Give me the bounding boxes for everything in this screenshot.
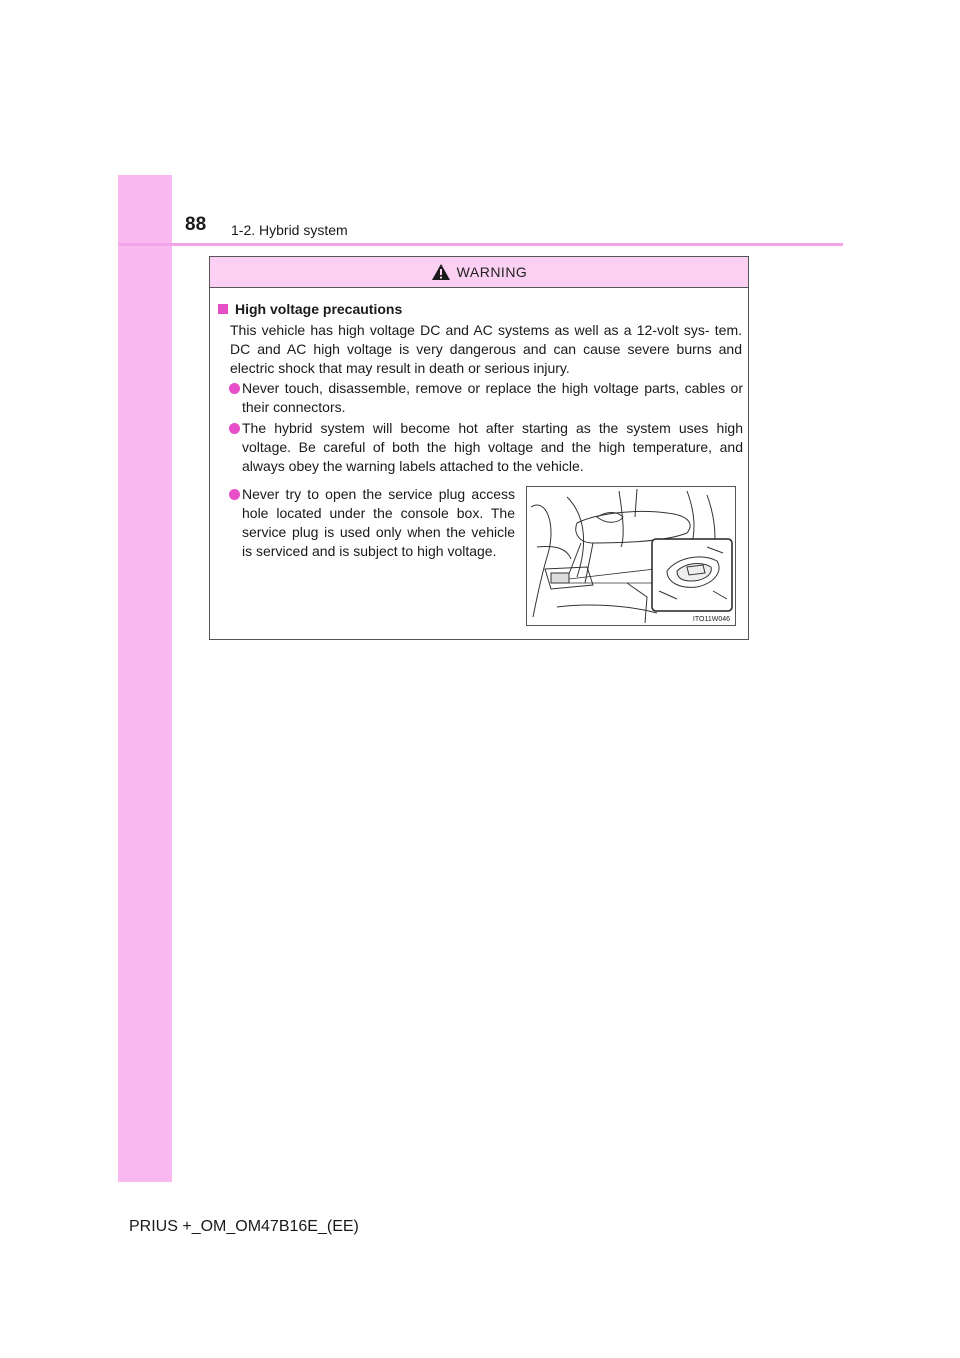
bullet-text: Never try to open the service plug access hole located under the console box. The service plug is used only when the vehicle is serviced and is subject to high voltage. — [242, 486, 515, 559]
section-title: 1-2. Hybrid system — [231, 222, 348, 238]
side-tab-strip — [118, 175, 172, 1182]
bullet-text: The hybrid system will become hot after starting as the system uses high voltage. Be careful of both the high voltage and the high temperature, and always obey the warning labels attached to the vehicle. — [242, 420, 743, 474]
warning-box — [209, 256, 749, 640]
warning-header — [210, 257, 748, 288]
page-number: 88 — [185, 214, 207, 235]
dot-bullet-icon — [229, 489, 240, 500]
service-plug-illustration — [526, 486, 736, 626]
dot-bullet-icon — [229, 423, 240, 434]
bullet-item — [229, 485, 515, 561]
header-divider — [118, 243, 843, 246]
intro-paragraph: This vehicle has high voltage DC and AC systems as well as a 12-volt sys- tem. DC and AC high voltage is very dangerous and can cause severe burns and electric shock that may result in death or serious injury. — [230, 322, 742, 376]
footer-model-code: PRIUS +_OM_OM47B16E_(EE) — [129, 1218, 359, 1235]
bullet-item — [229, 419, 743, 476]
bullet-text: Never touch, disassemble, remove or replace the high voltage parts, cables or their connectors. — [242, 380, 743, 415]
console-drawing — [527, 487, 735, 625]
dot-bullet-icon — [229, 383, 240, 394]
warning-triangle-icon — [431, 263, 451, 281]
square-bullet-icon — [218, 304, 228, 314]
warning-heading — [218, 301, 402, 317]
illustration-code: ITO11W046 — [692, 616, 730, 623]
bullet-item — [229, 379, 743, 417]
warning-heading-text: High voltage precautions — [235, 301, 403, 317]
warning-title: WARNING — [456, 264, 528, 280]
